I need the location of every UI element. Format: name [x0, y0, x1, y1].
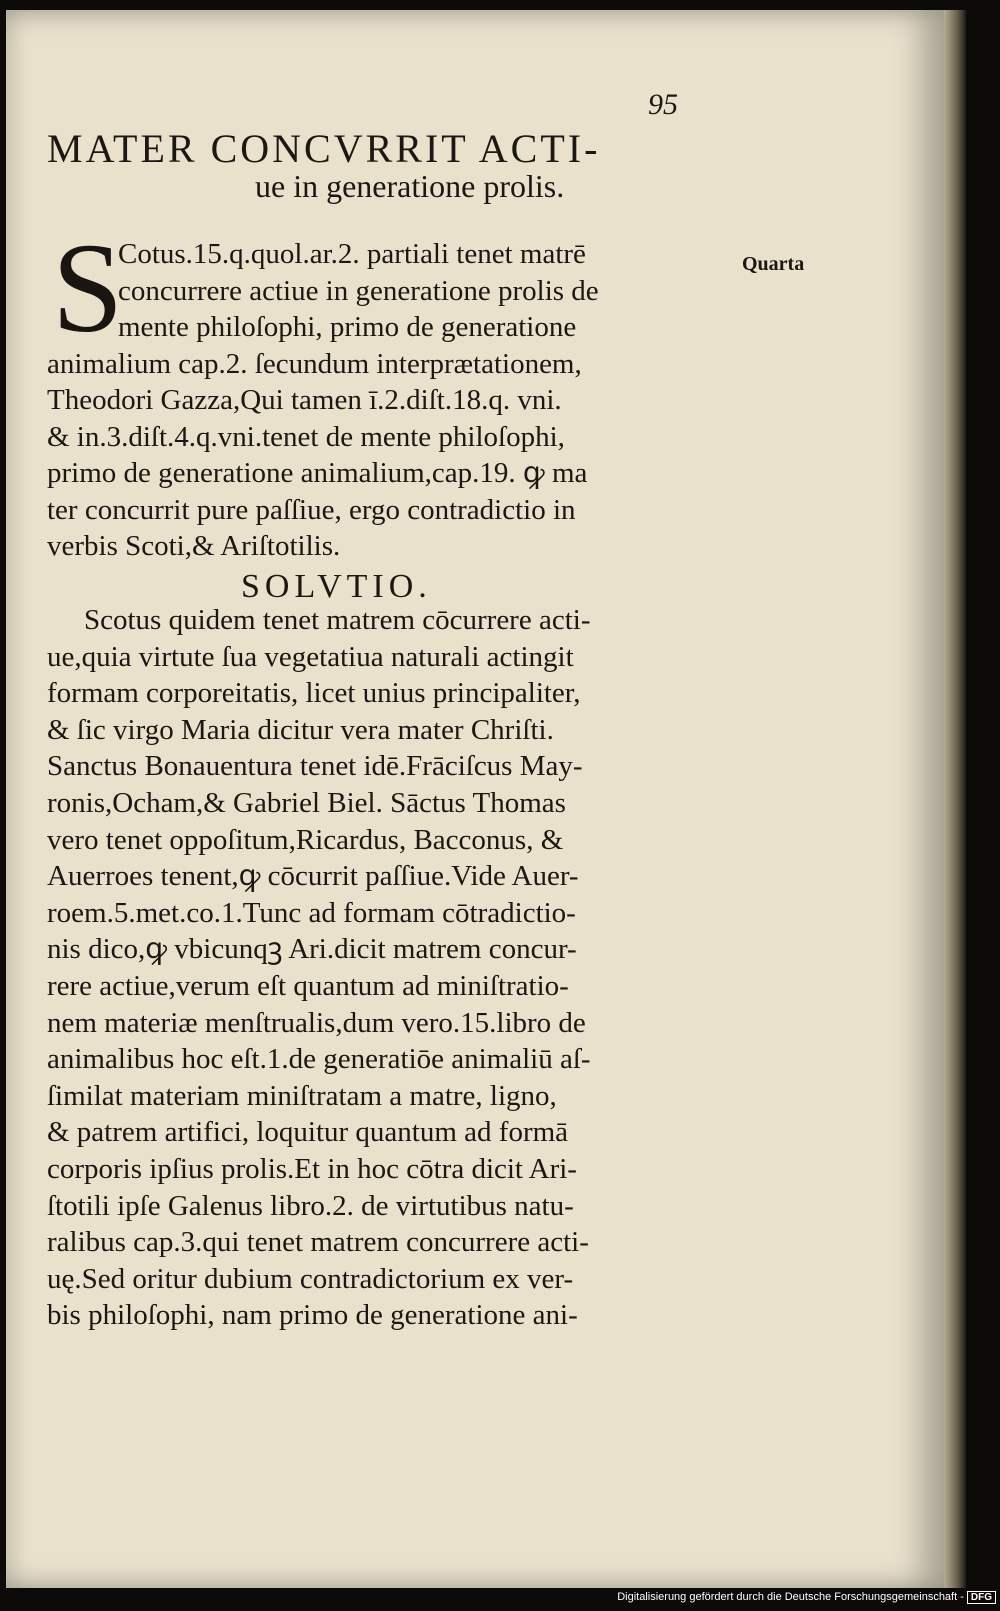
text-line: Sanctus Bonauentura tenet idē.Frāciſcus May- [47, 750, 583, 783]
text-line: corporis ipſius prolis.Et in hoc cōtra dicit Ari- [47, 1153, 577, 1185]
footer-credit [617, 1591, 996, 1604]
text-line: vero tenet oppoſitum,Ricardus, Bacconus, & [47, 823, 564, 856]
text-line: ralibus cap.3.qui tenet matrem concurrere acti- [47, 1226, 589, 1259]
text-line: animalibus hoc eſt.1.de generatiōe animaliū aſ- [47, 1043, 591, 1076]
text-line: animalium cap.2. ſecundum interprætationem, [47, 347, 582, 380]
drop-cap-initial: S [52, 217, 124, 359]
text-line: ter concurrit pure paſſiue, ergo contradictio in [47, 493, 576, 526]
text-line: rere actiue,verum eſt quantum ad miniſtratio- [47, 970, 569, 1002]
text-line: nem materiæ menſtrualis,dum vero.15.libro de [47, 1006, 586, 1039]
page-edge [944, 10, 966, 1588]
text-line: formam corporeitatis, licet unius principaliter, [47, 677, 581, 710]
text-line: mente philoſophi, primo de generatione [118, 311, 577, 343]
text-line: ſtotili ipſe Galenus libro.2. de virtutibus natu- [47, 1189, 574, 1222]
text-line: & in.3.diſt.4.q.vni.tenet de mente philoſophi, [47, 420, 565, 453]
text-line: ſimilat materiam miniſtratam a matre, ligno, [47, 1079, 557, 1112]
text-line: Theodori Gazza,Qui tamen ī.2.diſt.18.q. vni. [47, 384, 562, 416]
text-line: Scotus quidem tenet matrem cōcurrere acti- [84, 604, 591, 636]
title-line-1: MATER CONCVRRIT ACTI- [47, 126, 601, 171]
title-line-2: ue in generatione prolis. [255, 168, 565, 204]
text-line: Auerroes tenent,ꝙ cōcurrit paſſiue.Vide Auer- [47, 860, 579, 893]
page-number: 95 [648, 88, 678, 121]
text-line: ronis,Ocham,& Gabriel Biel. Sāctus Thomas [47, 787, 566, 819]
text-line: uę.Sed oritur dubium contradictorium ex ver- [47, 1262, 574, 1295]
text-line: ue,quia virtute ſua vegetatiua naturali actingit [47, 640, 574, 673]
text-line: & ſic virgo Maria dicitur vera mater Chriſti. [47, 713, 554, 746]
text-line: Cotus.15.q.quol.ar.2. partiali tenet matrē [118, 238, 586, 270]
marginal-note: Quarta [742, 253, 805, 275]
text-line: nis dico,ꝙ vbicunqꝫ Ari.dicit matrem concur- [47, 933, 577, 966]
text-line: bis philoſophi, nam primo de generatione ani- [47, 1299, 578, 1332]
text-line: roem.5.met.co.1.Tunc ad formam cōtradictio- [47, 896, 576, 929]
dfg-logo: DFG [967, 1591, 996, 1604]
text-line: verbis Scoti,& Ariſtotilis. [47, 530, 341, 562]
footer-text: Digitalisierung gefördert durch die Deutsche Forschungsgemeinschaft - [617, 1591, 964, 1603]
text-line: concurrere actiue in generatione prolis de [118, 274, 599, 307]
text-line: & patrem artifici, loquitur quantum ad formā [47, 1116, 569, 1149]
text-line: primo de generatione animalium,cap.19. ꝙ ma [47, 457, 588, 489]
section-heading: SOLVTIO. [241, 568, 432, 605]
